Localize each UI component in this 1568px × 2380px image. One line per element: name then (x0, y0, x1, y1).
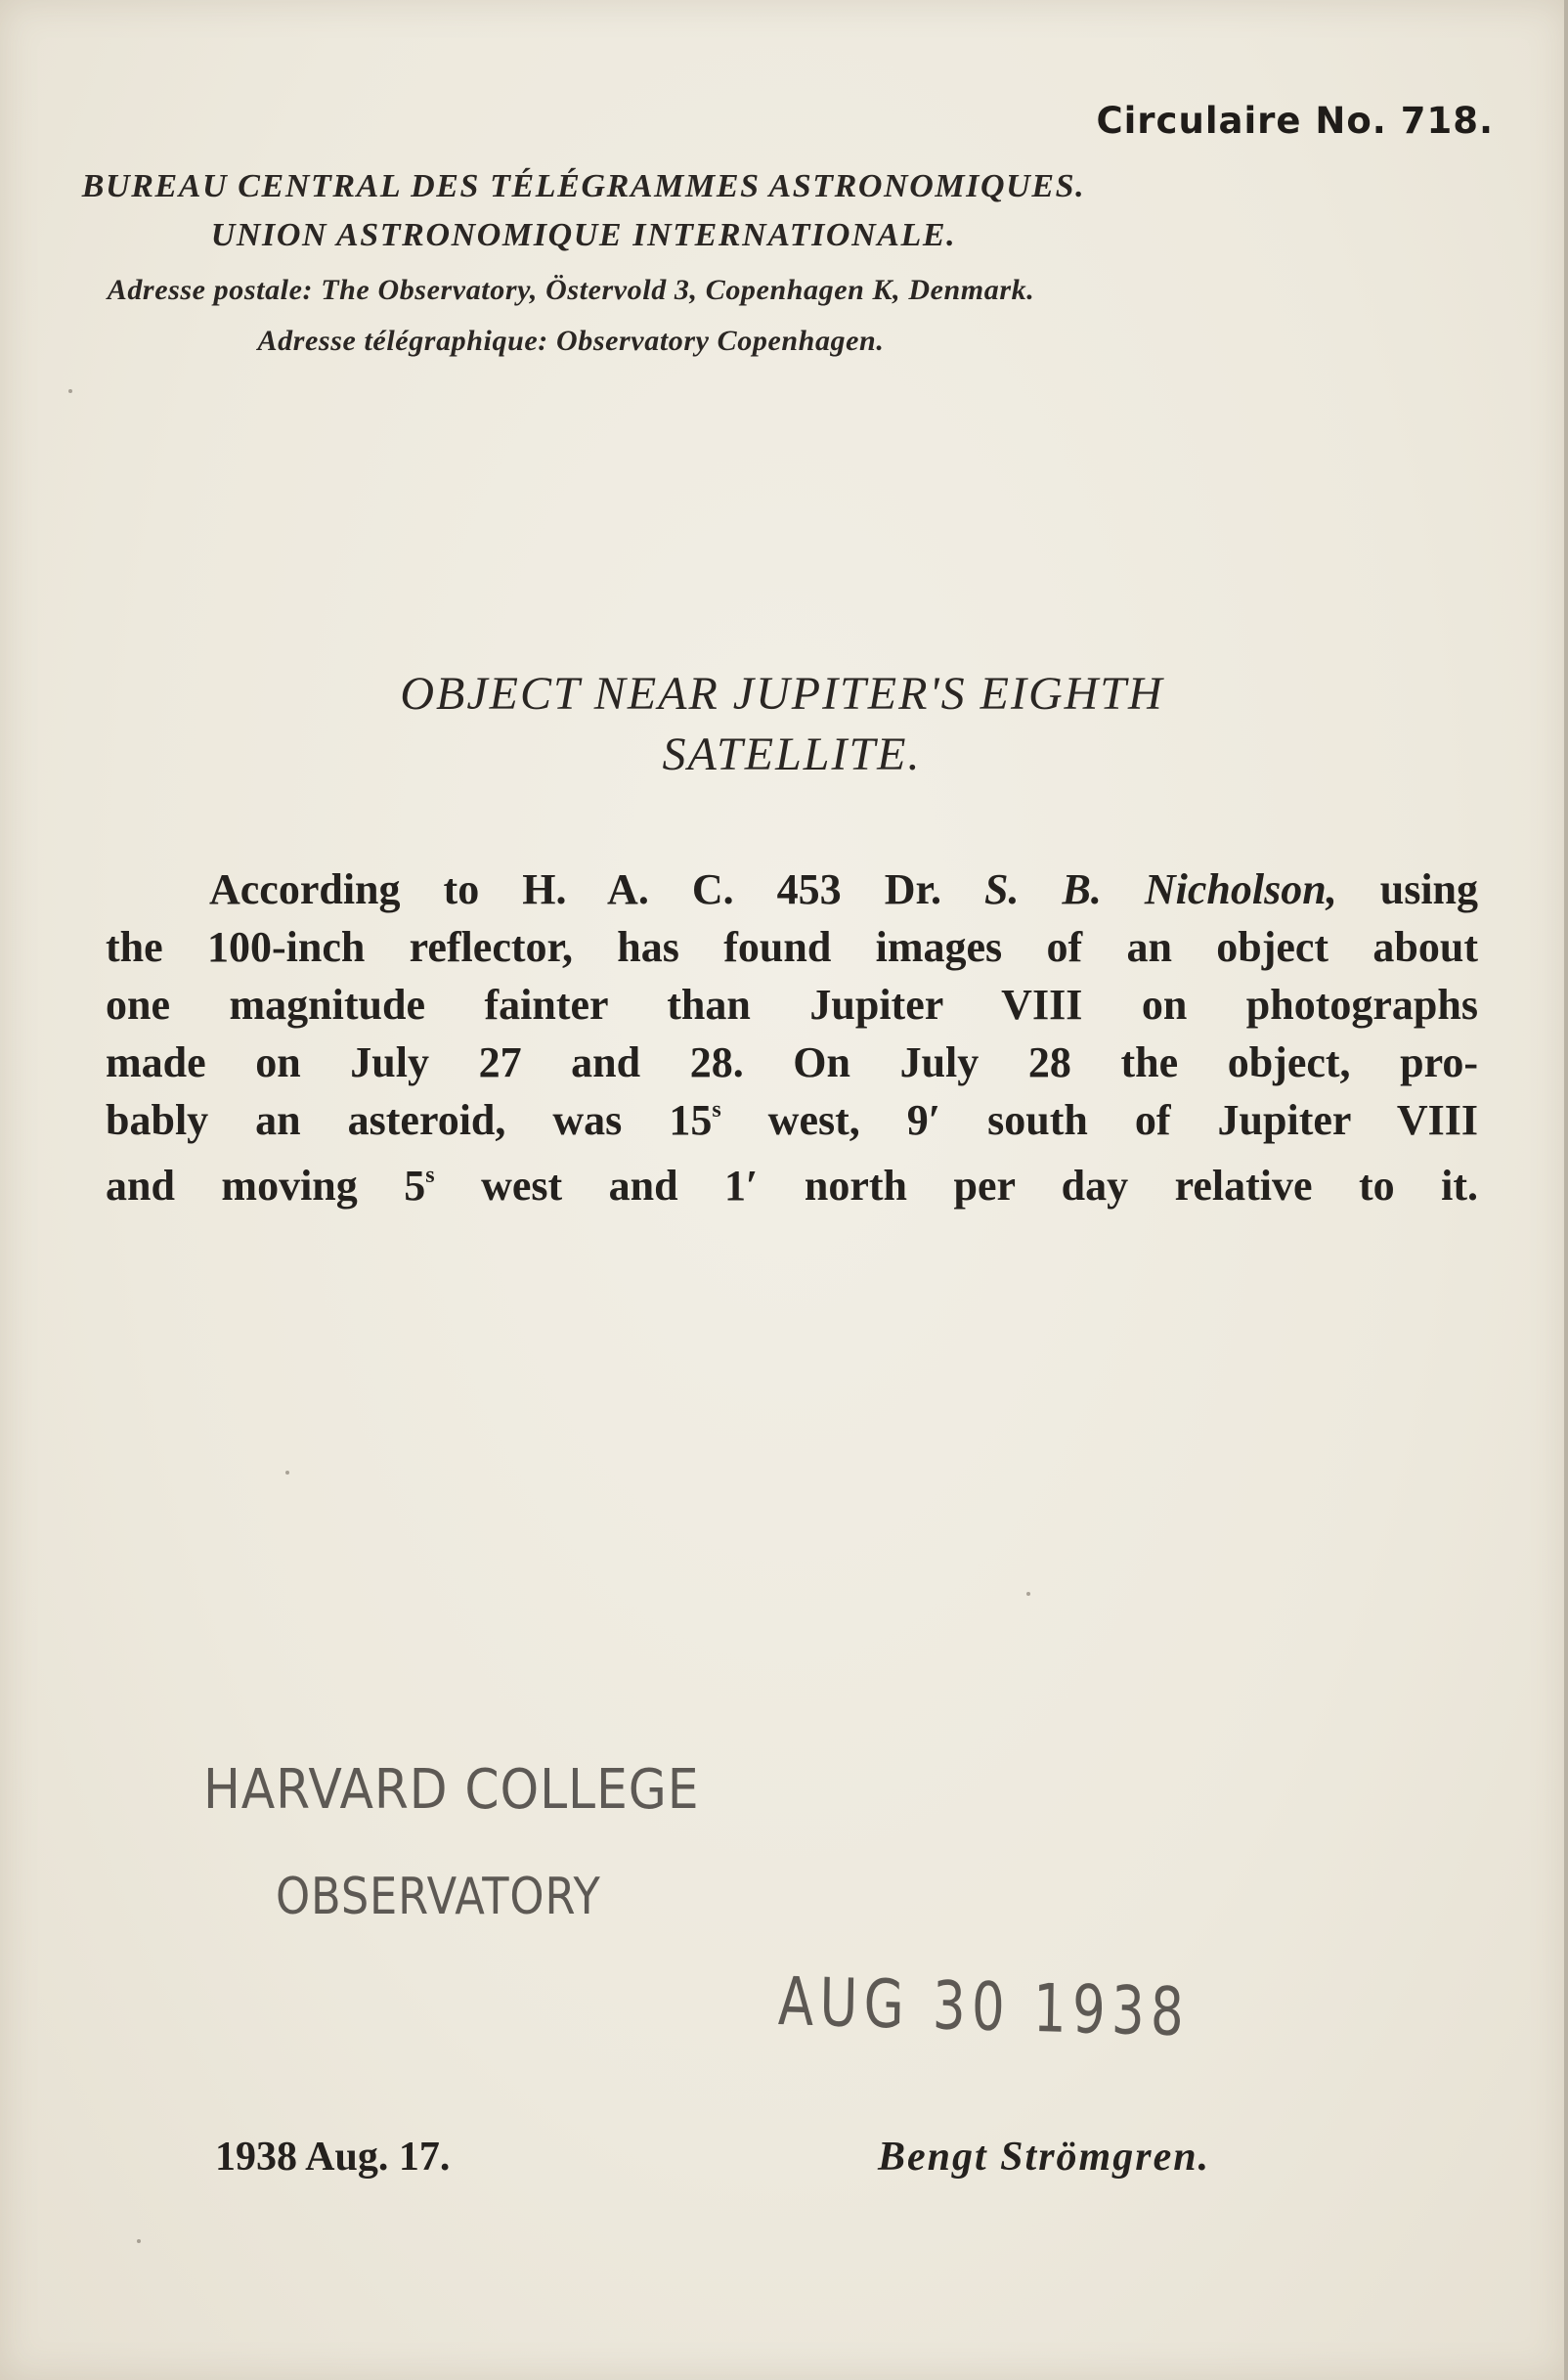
stamp-received-date: AUG 30 1938 (777, 1963, 1191, 2052)
paper-speck (1026, 1592, 1030, 1596)
stamp-harvard-college: HARVARD COLLEGE (203, 1758, 700, 1822)
body-line-1: According to H. A. C. 453 Dr. S. B. Nicholson, using (209, 865, 1479, 913)
paper-speck (137, 2239, 141, 2243)
circular-body (106, 860, 1478, 1222)
body-line-3: one magnitude fainter than Jupiter VIII on photographs (106, 981, 1478, 1029)
card-edge (1564, 0, 1568, 2380)
author-name: S. B. Nicholson, (984, 865, 1337, 913)
body-line-2: the 100-inch reflector, has found images of an object about (106, 923, 1478, 971)
header-telegraphic-address: Adresse télégraphique: Observatory Copenhagen. (257, 325, 885, 357)
body-line-5: bably an asteroid, was 15$^s$ west, 9′ south of Jupiter VIII (106, 1096, 1478, 1144)
paper-speck (285, 1471, 289, 1475)
header-union: UNION ASTRONOMIQUE INTERNATIONALE. (210, 217, 957, 253)
signature: Bengt Strömgren. (878, 2135, 1211, 2180)
circular-number: Circulaire No. 718. (1096, 100, 1494, 142)
issue-date: 1938 Aug. 17. (215, 2135, 451, 2180)
header-bureau: BUREAU CENTRAL DES TÉLÉGRAMMES ASTRONOMIQUES. (81, 168, 1086, 204)
title-line-1: OBJECT NEAR JUPITER'S EIGHTH (400, 668, 1164, 720)
title-line-2: SATELLITE. (662, 728, 922, 780)
body-line-6: and moving 5$^s$ west and 1′ north per day relative to it. (106, 1162, 1478, 1210)
stamp-observatory: OBSERVATORY (276, 1868, 601, 1926)
header-postal-address: Adresse postale: The Observatory, Östervold 3, Copenhagen K, Denmark. (107, 274, 1035, 306)
paper-speck (68, 389, 72, 393)
body-line-4: made on July 27 and 28. On July 28 the object, pro- (106, 1038, 1478, 1086)
